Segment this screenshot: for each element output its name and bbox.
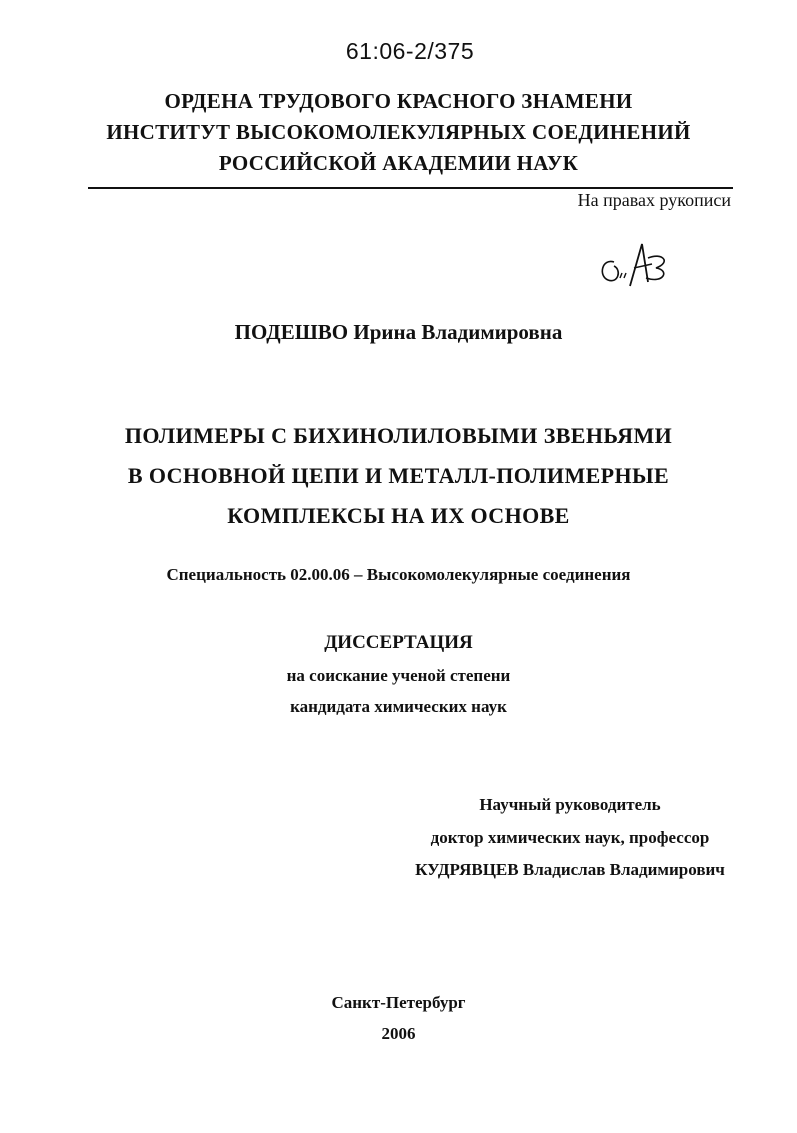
- specialty-line: Специальность 02.00.06 – Высокомолекулярные соединения: [166, 565, 631, 584]
- year: 2006: [381, 1024, 416, 1043]
- institution-line-2: ИНСТИТУТ ВЫСОКОМОЛЕКУЛЯРНЫХ СОЕДИНЕНИЙ: [106, 120, 691, 144]
- title-line-3: КОМПЛЕКСЫ НА ИХ ОСНОВЕ: [227, 503, 570, 528]
- supervisor-role: Научный руководитель: [479, 795, 661, 814]
- dissertation-heading: ДИССЕРТАЦИЯ: [324, 632, 473, 653]
- dissertation-title: [0, 416, 797, 536]
- title-line-2: В ОСНОВНОЙ ЦЕПИ И МЕТАЛЛ-ПОЛИМЕРНЫЕ: [127, 463, 670, 488]
- header-divider: [88, 187, 733, 189]
- supervisor-degree: доктор химических наук, профессор: [430, 828, 710, 847]
- city: Санкт-Петербург: [331, 993, 466, 1012]
- institution-line-3: РОССИЙСКОЙ АКАДЕМИИ НАУК: [218, 151, 579, 175]
- author-name: ПОДЕШВО Ирина Владимировна: [234, 320, 563, 344]
- institution-block: [0, 86, 797, 179]
- rights-note: На правах рукописи: [577, 190, 731, 210]
- institution-line-1: ОРДЕНА ТРУДОВОГО КРАСНОГО ЗНАМЕНИ: [164, 89, 633, 113]
- degree-line-1: на соискание ученой степени: [286, 666, 511, 685]
- signature-icon: [596, 240, 676, 296]
- title-line-1: ПОЛИМЕРЫ С БИХИНОЛИЛОВЫМИ ЗВЕНЬЯМИ: [124, 423, 673, 448]
- degree-line-2: кандидата химических наук: [290, 697, 507, 716]
- archive-number: 61:06-2/375: [345, 38, 475, 64]
- supervisor-name: КУДРЯВЦЕВ Владислав Владимирович: [415, 860, 725, 879]
